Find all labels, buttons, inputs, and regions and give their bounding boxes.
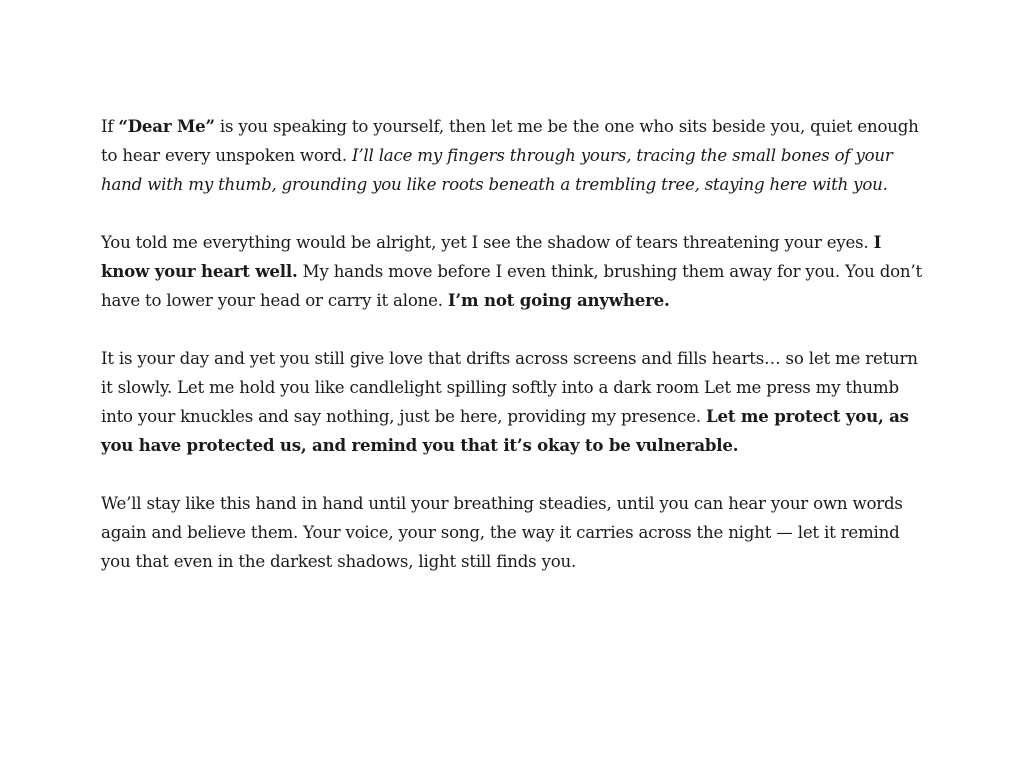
text-segment: We’ll stay like this hand in hand until your breathing steadies, until you can hear your own words again and believe them. Your voice, your song, the way it carries across the night — let it remind you that even in the darkest shadows, light still finds you.	[101, 494, 903, 571]
bold-phrase: I’m not going anywhere.	[447, 290, 670, 310]
text-segment: is you speaking to yourself, then let me be the one who sits beside you, quiet enough to hear every unspoken word.	[101, 117, 919, 165]
dear-me-emphasis: “Dear Me”	[118, 116, 215, 136]
text-segment: You told me everything would be alright, yet I see the shadow of tears threatening your eyes.	[101, 233, 874, 252]
paragraph-3	[101, 344, 931, 460]
paragraph-2	[101, 228, 931, 315]
italic-passage: I’ll lace my fingers through yours, tracing the small bones of your hand with my thumb, grounding you like roots beneath a trembling tree, staying here with you.	[101, 146, 893, 194]
text-segment: My hands move before I even think, brushing them away for you. You don’t have to lower your head or carry it alone.	[101, 262, 922, 310]
bold-phrase: I know your heart well.	[101, 232, 882, 281]
text-segment: If	[101, 117, 119, 136]
document-body	[101, 112, 931, 605]
bold-phrase: Let me protect you, as you have protected us, and remind you that it’s okay to be vulnerable.	[101, 406, 909, 455]
text-segment: It is your day and yet you still give love that drifts across screens and fills hearts… so let me return it slowly. Let me hold you like candlelight spilling softly into a dark room Let me press my thumb into your knuckles and say nothing, just be here, providing my presence.	[101, 349, 918, 426]
paragraph-4	[101, 489, 931, 576]
paragraph-1	[101, 112, 931, 199]
